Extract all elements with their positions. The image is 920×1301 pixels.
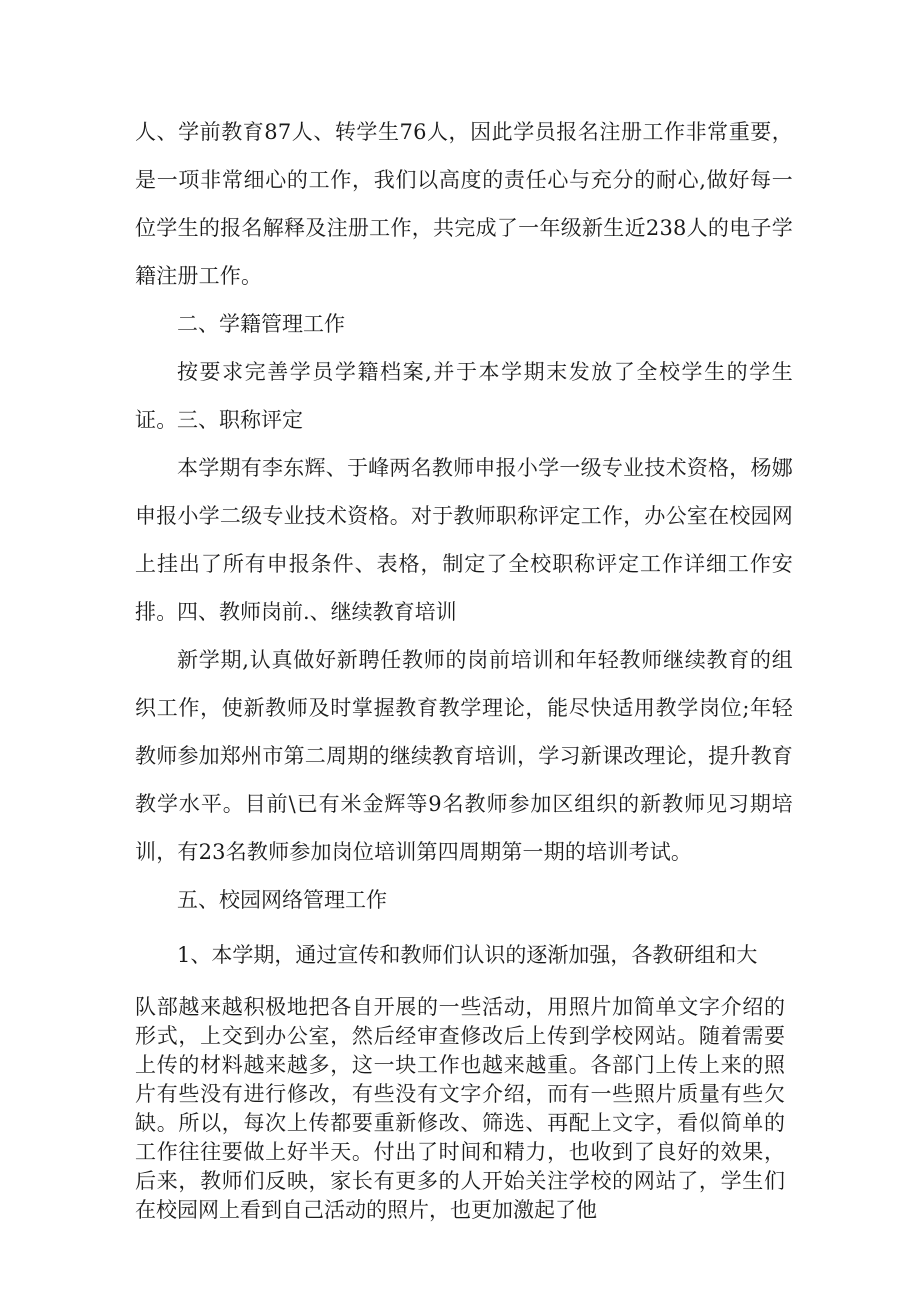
paragraph-campus-network-body: 队部越来越积极地把各自开展的一些活动，用照片加简单文字介绍的形式，上交到办公室，然后经审查修改后上传到学校网站。随着需要上传的材料越来越多，这一块工作也越来越重。各部门上传上来的照片有些没有进行修改，有些没有文字介绍，而有一些照片质量有些欠缺。所以，每次上传都要重新修改、筛选、再配上文字，看似简单的工作往往要做上好半天。付出了时间和精力，也收到了良好的效果，后来，教师们反映，家长有更多的人开始关注学校的网站了，学生们在校园网上看到自己活动的照片，也更加激起了他 (135, 995, 785, 1222)
heading-campus-network: 五、校园网络管理工作 (177, 888, 387, 912)
heading-teacher-training: 四、教师岗前.、继续教育培训 (177, 600, 457, 624)
paragraph-registration: 人、学前教育87人、转学生76人，因此学员报名注册工作非常重要，是一项非常细心的工作，我们以高度的责任心与充分的耐心,做好每一位学生的报名解释及注册工作，共完成了一年级新生近238人的电子学籍注册工作。 (135, 120, 793, 288)
paragraph-campus-network-intro: 1、本学期，通过宣传和教师们认识的逐渐加强，各教研组和大 (177, 943, 758, 967)
heading-student-records: 二、学籍管理工作 (177, 312, 345, 336)
paragraph-teacher-training: 新学期,认真做好新聘任教师的岗前培训和年轻教师继续教育的组织工作，使新教师及时掌握教育教学理论，能尽快适用教学岗位;年轻教师参加郑州市第二周期的继续教育培训，学习新课改理论，提升教育教学水平。目前\已有米金辉等9名教师参加区组织的新教师见习期培训，有23名教师参加岗位培训第四周期第一期的培训考试。 (135, 648, 793, 864)
paragraph-title-evaluation: 本学期有李东辉、于峰两名教师申报小学一级专业技术资格，杨娜申报小学二级专业技术资格。对于教师职称评定工作，办公室在校园网上挂出了所有申报条件、表格，制定了全校职称评定工作详细工作安排。 (135, 456, 793, 624)
paragraph-student-records: 按要求完善学员学籍档案,并于本学期末发放了全校学生的学生证。 (135, 360, 793, 432)
heading-title-evaluation: 三、职称评定 (177, 408, 303, 432)
